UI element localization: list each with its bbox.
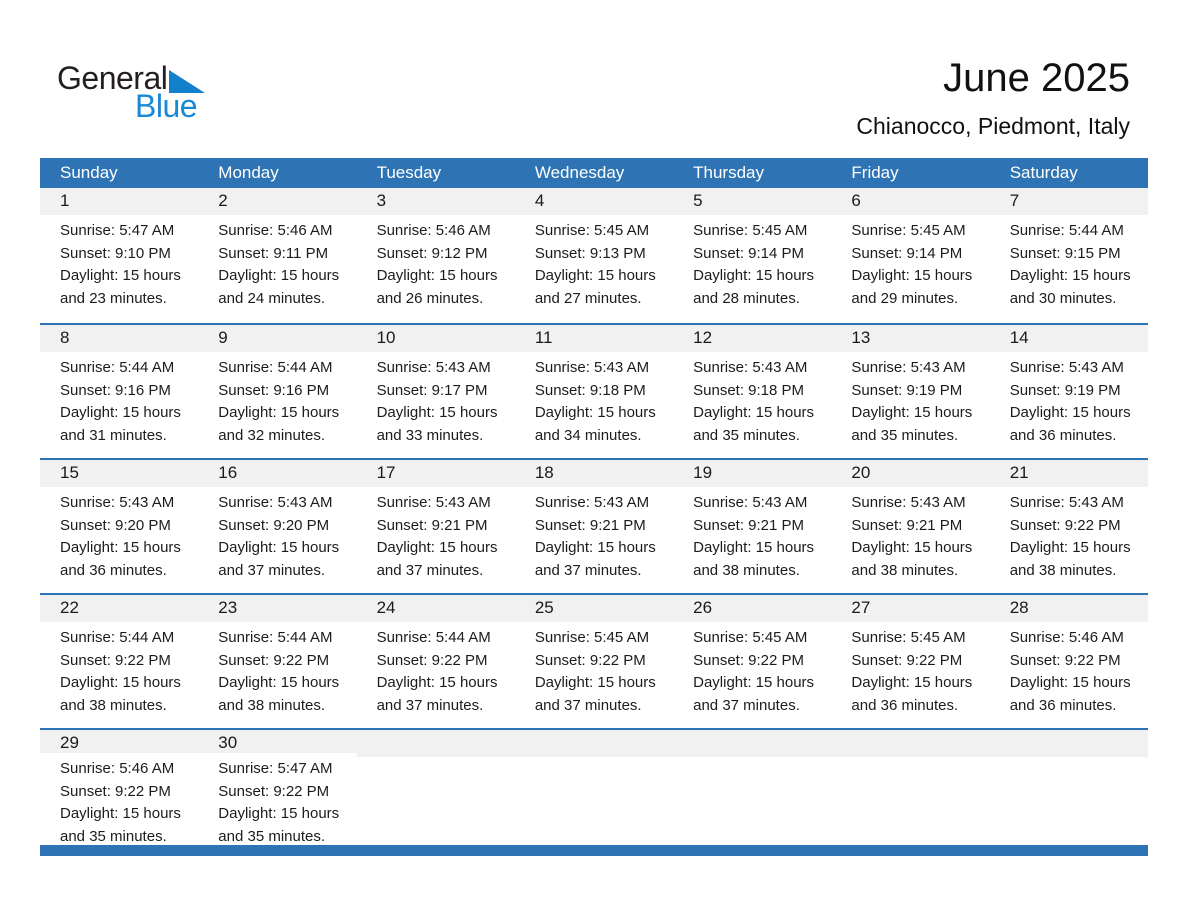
day-details: [198, 215, 356, 310]
sunset-text: Sunset: 9:20 PM: [218, 516, 330, 534]
daylight-text-line1: Daylight: 15 hours: [534, 539, 656, 556]
daylight-text-line2: and 34 minutes.: [534, 426, 642, 444]
sunset-text: Sunset: 9:16 PM: [218, 381, 330, 399]
day-details: [515, 352, 673, 447]
day-number: 22: [60, 598, 79, 617]
day-number: 12: [693, 328, 713, 347]
day-cell: [357, 188, 515, 323]
empty-cell: [831, 730, 989, 843]
sunrise-text: Sunrise: 5:43 AM: [376, 494, 491, 511]
sunrise-text: Sunrise: 5:44 AM: [60, 629, 175, 646]
day-number: 4: [534, 191, 545, 210]
sunset-text: Sunset: 9:18 PM: [693, 381, 805, 399]
empty-cell: [515, 730, 673, 843]
day-details: [198, 487, 356, 582]
day-cell: [831, 188, 989, 323]
day-details: [831, 215, 989, 310]
daylight-text-line2: and 38 minutes.: [851, 561, 959, 579]
day-number-band: [515, 730, 673, 757]
daylight-text-line1: Daylight: 15 hours: [60, 267, 181, 284]
weekday-header-friday: Friday: [851, 163, 899, 182]
week-row: [40, 728, 1148, 843]
day-number: 13: [851, 328, 871, 347]
daylight-text-line1: Daylight: 15 hours: [60, 805, 181, 822]
sunrise-text: Sunrise: 5:46 AM: [218, 222, 333, 239]
day-cell: [357, 325, 515, 458]
daylight-text-line2: and 38 minutes.: [693, 561, 800, 579]
sunrise-text: Sunrise: 5:43 AM: [534, 494, 650, 511]
day-number: 25: [534, 598, 554, 617]
sunset-text: Sunset: 9:22 PM: [60, 782, 171, 800]
day-number-band: [673, 188, 831, 215]
day-details: [673, 215, 831, 310]
day-number-band: [198, 188, 356, 215]
day-number: 20: [851, 463, 871, 482]
day-details: [40, 487, 198, 582]
day-details: [198, 352, 356, 447]
daylight-text-line2: and 38 minutes.: [218, 696, 326, 714]
day-cell: [831, 595, 989, 728]
calendar-table: [40, 158, 1148, 843]
day-details: [40, 753, 198, 848]
day-number-band: [40, 730, 198, 753]
daylight-text-line1: Daylight: 15 hours: [1009, 674, 1131, 691]
day-number: 21: [1009, 463, 1029, 482]
sunrise-text: Sunrise: 5:43 AM: [851, 359, 966, 376]
sunset-text: Sunset: 9:15 PM: [1009, 244, 1121, 262]
day-number-band: [990, 595, 1148, 622]
day-number-band: [357, 188, 515, 215]
weekday-header-sunday: Sunday: [60, 163, 118, 182]
sunset-text: Sunset: 9:14 PM: [693, 244, 805, 262]
day-number-band: [990, 460, 1148, 487]
sunrise-text: Sunrise: 5:46 AM: [376, 222, 491, 239]
day-cell: [40, 730, 198, 843]
day-number-band: [515, 460, 673, 487]
sunset-text: Sunset: 9:12 PM: [376, 244, 488, 262]
sunrise-text: Sunrise: 5:45 AM: [534, 222, 650, 239]
sunset-text: Sunset: 9:13 PM: [534, 244, 646, 262]
sunrise-text: Sunrise: 5:43 AM: [693, 359, 808, 376]
day-details: [357, 215, 515, 310]
day-number-band: [990, 730, 1148, 757]
daylight-text-line1: Daylight: 15 hours: [1009, 267, 1131, 284]
empty-cell: [990, 730, 1148, 843]
day-number: 18: [534, 463, 554, 482]
daylight-text-line1: Daylight: 15 hours: [851, 267, 973, 284]
day-cell: [198, 595, 356, 728]
weekday-header-saturday: Saturday: [1009, 163, 1078, 182]
sunrise-text: Sunrise: 5:44 AM: [218, 629, 333, 646]
empty-cell: [357, 730, 515, 843]
day-number: 24: [376, 598, 396, 617]
day-details: [831, 622, 989, 717]
sunset-text: Sunset: 9:10 PM: [60, 244, 171, 262]
daylight-text-line2: and 38 minutes.: [1009, 561, 1117, 579]
day-number-band: [357, 460, 515, 487]
day-number: 29: [60, 733, 79, 752]
page-title: June 2025: [943, 56, 1130, 100]
day-cell: [673, 325, 831, 458]
sunset-text: Sunset: 9:21 PM: [851, 516, 963, 534]
daylight-text-line2: and 37 minutes.: [218, 561, 326, 579]
daylight-text-line2: and 33 minutes.: [376, 426, 484, 444]
day-number-band: [357, 325, 515, 352]
sunset-text: Sunset: 9:17 PM: [376, 381, 488, 399]
daylight-text-line2: and 37 minutes.: [534, 561, 642, 579]
sunrise-text: Sunrise: 5:46 AM: [60, 760, 175, 777]
daylight-text-line1: Daylight: 15 hours: [851, 404, 973, 421]
day-details: [990, 487, 1148, 582]
logo-text-general: General: [57, 60, 168, 96]
day-details: [990, 215, 1148, 310]
sunset-text: Sunset: 9:19 PM: [851, 381, 963, 399]
day-number-band: [40, 595, 198, 622]
daylight-text-line2: and 37 minutes.: [376, 561, 484, 579]
daylight-text-line2: and 32 minutes.: [218, 426, 326, 444]
daylight-text-line1: Daylight: 15 hours: [218, 674, 340, 691]
daylight-text-line2: and 36 minutes.: [60, 561, 167, 579]
week-row: [40, 323, 1148, 458]
week-row: [40, 188, 1148, 323]
weeks-container: [40, 188, 1148, 843]
sunrise-text: Sunrise: 5:45 AM: [534, 629, 650, 646]
day-number-band: [357, 595, 515, 622]
sunrise-text: Sunrise: 5:44 AM: [1009, 222, 1124, 239]
day-cell: [198, 460, 356, 593]
day-number-band: [990, 188, 1148, 215]
sunrise-text: Sunrise: 5:45 AM: [851, 222, 966, 239]
day-cell: [990, 325, 1148, 458]
sunset-text: Sunset: 9:22 PM: [376, 651, 488, 669]
day-number-band: [515, 595, 673, 622]
daylight-text-line1: Daylight: 15 hours: [218, 404, 340, 421]
daylight-text-line1: Daylight: 15 hours: [693, 674, 815, 691]
sunrise-text: Sunrise: 5:45 AM: [693, 222, 808, 239]
day-number: 7: [1009, 191, 1020, 210]
daylight-text-line2: and 36 minutes.: [851, 696, 959, 714]
day-number-band: [673, 325, 831, 352]
day-number-band: [515, 325, 673, 352]
sunrise-text: Sunrise: 5:43 AM: [218, 494, 333, 511]
day-number: 1: [60, 191, 70, 210]
daylight-text-line2: and 28 minutes.: [693, 289, 800, 307]
daylight-text-line2: and 30 minutes.: [1009, 289, 1117, 307]
sunrise-text: Sunrise: 5:44 AM: [60, 359, 175, 376]
daylight-text-line2: and 35 minutes.: [218, 827, 326, 845]
general-blue-logo: [57, 62, 205, 122]
daylight-text-line1: Daylight: 15 hours: [534, 404, 656, 421]
daylight-text-line2: and 26 minutes.: [376, 289, 484, 307]
title-block: [856, 55, 1130, 140]
sunrise-text: Sunrise: 5:44 AM: [376, 629, 491, 646]
daylight-text-line2: and 37 minutes.: [376, 696, 484, 714]
day-cell: [40, 325, 198, 458]
empty-cell: [673, 730, 831, 843]
day-cell: [990, 595, 1148, 728]
sunrise-text: Sunrise: 5:45 AM: [693, 629, 808, 646]
day-details: [673, 352, 831, 447]
day-number-band: [40, 460, 198, 487]
daylight-text-line1: Daylight: 15 hours: [376, 404, 498, 421]
daylight-text-line2: and 29 minutes.: [851, 289, 959, 307]
day-cell: [40, 595, 198, 728]
sunset-text: Sunset: 9:11 PM: [218, 244, 329, 262]
day-cell: [357, 460, 515, 593]
sunset-text: Sunset: 9:22 PM: [218, 651, 330, 669]
day-details: [357, 487, 515, 582]
daylight-text-line2: and 35 minutes.: [60, 827, 167, 845]
sunset-text: Sunset: 9:14 PM: [851, 244, 963, 262]
sunset-text: Sunset: 9:21 PM: [534, 516, 646, 534]
day-number-band: [198, 730, 356, 753]
day-cell: [673, 595, 831, 728]
daylight-text-line2: and 27 minutes.: [534, 289, 642, 307]
day-number-band: [831, 730, 989, 757]
day-cell: [990, 460, 1148, 593]
day-number: 5: [693, 191, 703, 210]
day-number: 9: [218, 328, 228, 347]
sunrise-text: Sunrise: 5:46 AM: [1009, 629, 1124, 646]
day-number-band: [515, 188, 673, 215]
sunset-text: Sunset: 9:18 PM: [534, 381, 646, 399]
location-subtitle: Chianocco, Piedmont, Italy: [856, 113, 1130, 139]
sunset-text: Sunset: 9:22 PM: [534, 651, 646, 669]
day-number-band: [673, 595, 831, 622]
day-cell: [831, 460, 989, 593]
day-number-band: [198, 595, 356, 622]
day-number: 10: [376, 328, 396, 347]
daylight-text-line2: and 23 minutes.: [60, 289, 167, 307]
day-details: [831, 487, 989, 582]
sunset-text: Sunset: 9:21 PM: [376, 516, 488, 534]
day-cell: [673, 460, 831, 593]
day-number: 16: [218, 463, 238, 482]
day-number: 30: [218, 733, 238, 752]
day-number-band: [40, 188, 198, 215]
sunrise-text: Sunrise: 5:44 AM: [218, 359, 333, 376]
day-number: 26: [693, 598, 713, 617]
day-number: 23: [218, 598, 238, 617]
logo-text-blue: Blue: [135, 88, 198, 124]
sunrise-text: Sunrise: 5:43 AM: [693, 494, 808, 511]
day-number-band: [831, 460, 989, 487]
daylight-text-line1: Daylight: 15 hours: [376, 539, 498, 556]
day-number: 3: [376, 191, 387, 210]
daylight-text-line2: and 37 minutes.: [534, 696, 642, 714]
sunrise-text: Sunrise: 5:43 AM: [1009, 359, 1124, 376]
sunrise-text: Sunrise: 5:47 AM: [60, 222, 175, 239]
day-details: [990, 352, 1148, 447]
day-cell: [198, 188, 356, 323]
day-number: 28: [1009, 598, 1029, 617]
sunrise-text: Sunrise: 5:43 AM: [534, 359, 650, 376]
day-cell: [515, 595, 673, 728]
day-number-band: [357, 730, 515, 757]
weekday-header-thursday: Thursday: [693, 163, 764, 182]
sunset-text: Sunset: 9:16 PM: [60, 381, 171, 399]
day-number: 15: [60, 463, 79, 482]
daylight-text-line1: Daylight: 15 hours: [218, 539, 340, 556]
week-row: [40, 458, 1148, 593]
daylight-text-line1: Daylight: 15 hours: [1009, 404, 1131, 421]
sunset-text: Sunset: 9:22 PM: [60, 651, 171, 669]
day-number: 8: [60, 328, 70, 347]
day-number-band: [673, 730, 831, 757]
daylight-text-line1: Daylight: 15 hours: [60, 539, 181, 556]
daylight-text-line2: and 36 minutes.: [1009, 696, 1117, 714]
sunset-text: Sunset: 9:22 PM: [1009, 516, 1121, 534]
footer-bar: [40, 845, 1148, 856]
daylight-text-line2: and 31 minutes.: [60, 426, 167, 444]
day-number: 6: [851, 191, 861, 210]
day-cell: [40, 460, 198, 593]
daylight-text-line1: Daylight: 15 hours: [218, 267, 340, 284]
day-details: [40, 215, 198, 310]
day-cell: [515, 460, 673, 593]
day-cell: [515, 325, 673, 458]
day-details: [198, 753, 356, 848]
day-number-band: [673, 460, 831, 487]
daylight-text-line1: Daylight: 15 hours: [693, 404, 815, 421]
weekday-header-tuesday: Tuesday: [376, 163, 442, 182]
day-cell: [357, 595, 515, 728]
day-number: 27: [851, 598, 871, 617]
daylight-text-line1: Daylight: 15 hours: [534, 674, 656, 691]
day-details: [673, 487, 831, 582]
daylight-text-line1: Daylight: 15 hours: [851, 539, 973, 556]
daylight-text-line1: Daylight: 15 hours: [60, 674, 181, 691]
daylight-text-line1: Daylight: 15 hours: [376, 267, 498, 284]
daylight-text-line2: and 35 minutes.: [693, 426, 800, 444]
sunset-text: Sunset: 9:22 PM: [218, 782, 330, 800]
day-details: [515, 215, 673, 310]
sunrise-text: Sunrise: 5:43 AM: [60, 494, 175, 511]
sunset-text: Sunset: 9:22 PM: [1009, 651, 1121, 669]
week-row: [40, 593, 1148, 728]
day-cell: [515, 188, 673, 323]
day-number-band: [831, 595, 989, 622]
weekday-header-wednesday: Wednesday: [534, 163, 625, 182]
day-cell: [673, 188, 831, 323]
sunrise-text: Sunrise: 5:47 AM: [218, 760, 333, 777]
sunrise-text: Sunrise: 5:43 AM: [376, 359, 491, 376]
day-details: [40, 622, 198, 717]
day-number-band: [40, 325, 198, 352]
sunset-text: Sunset: 9:19 PM: [1009, 381, 1121, 399]
sunrise-text: Sunrise: 5:43 AM: [1009, 494, 1124, 511]
day-number-band: [831, 188, 989, 215]
daylight-text-line1: Daylight: 15 hours: [60, 404, 181, 421]
day-details: [831, 352, 989, 447]
sunrise-text: Sunrise: 5:45 AM: [851, 629, 966, 646]
day-cell: [990, 188, 1148, 323]
day-details: [357, 622, 515, 717]
daylight-text-line1: Daylight: 15 hours: [1009, 539, 1131, 556]
day-number-band: [198, 325, 356, 352]
day-number: 11: [534, 328, 553, 347]
day-cell: [40, 188, 198, 323]
daylight-text-line2: and 37 minutes.: [693, 696, 800, 714]
sunset-text: Sunset: 9:20 PM: [60, 516, 171, 534]
day-cell: [198, 325, 356, 458]
day-cell: [198, 730, 356, 843]
sunset-text: Sunset: 9:22 PM: [693, 651, 805, 669]
weekday-header-monday: Monday: [218, 163, 279, 182]
day-details: [673, 622, 831, 717]
day-details: [515, 622, 673, 717]
daylight-text-line1: Daylight: 15 hours: [693, 539, 815, 556]
daylight-text-line1: Daylight: 15 hours: [851, 674, 973, 691]
daylight-text-line1: Daylight: 15 hours: [376, 674, 498, 691]
day-number-band: [198, 460, 356, 487]
day-details: [198, 622, 356, 717]
day-number: 19: [693, 463, 713, 482]
sunset-text: Sunset: 9:22 PM: [851, 651, 963, 669]
daylight-text-line1: Daylight: 15 hours: [534, 267, 656, 284]
daylight-text-line2: and 38 minutes.: [60, 696, 167, 714]
day-number: 2: [218, 191, 228, 210]
day-number: 14: [1009, 328, 1029, 347]
daylight-text-line1: Daylight: 15 hours: [693, 267, 815, 284]
daylight-text-line2: and 36 minutes.: [1009, 426, 1117, 444]
day-number: 17: [376, 463, 396, 482]
daylight-text-line2: and 24 minutes.: [218, 289, 326, 307]
sunrise-text: Sunrise: 5:43 AM: [851, 494, 966, 511]
sunset-text: Sunset: 9:21 PM: [693, 516, 805, 534]
daylight-text-line2: and 35 minutes.: [851, 426, 959, 444]
day-number-band: [831, 325, 989, 352]
weekday-header-row: [40, 158, 1148, 188]
day-details: [40, 352, 198, 447]
day-details: [515, 487, 673, 582]
day-cell: [831, 325, 989, 458]
day-details: [357, 352, 515, 447]
day-number-band: [990, 325, 1148, 352]
daylight-text-line1: Daylight: 15 hours: [218, 805, 340, 822]
day-details: [990, 622, 1148, 717]
